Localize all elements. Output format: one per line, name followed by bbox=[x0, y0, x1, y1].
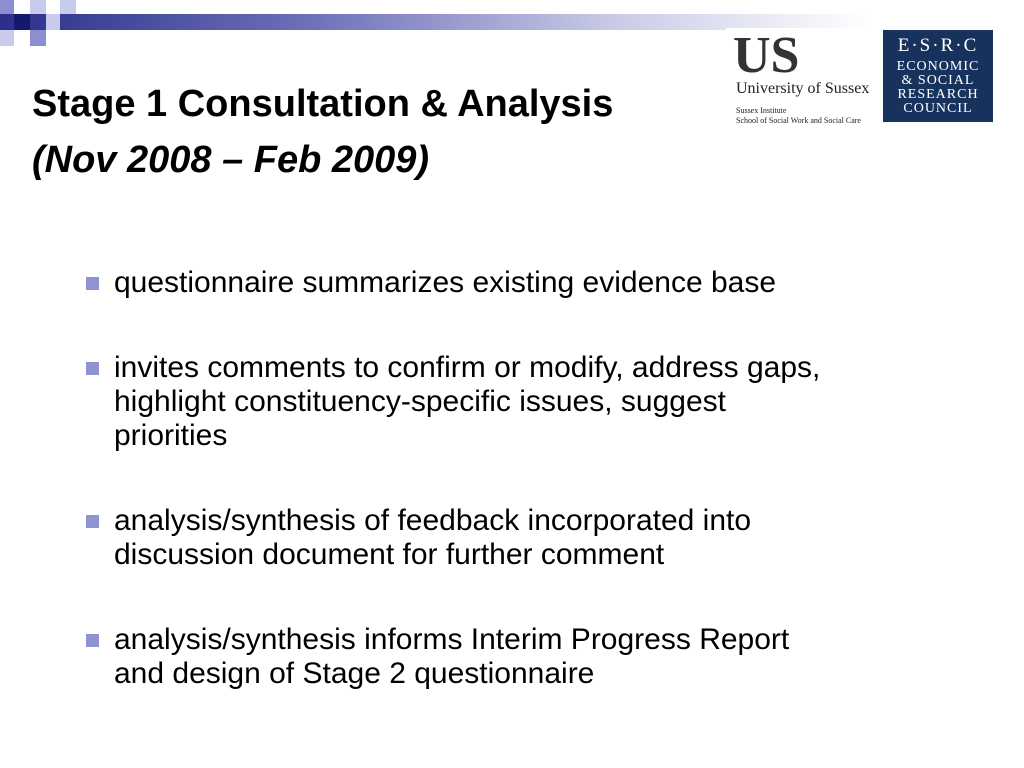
us-monogram-icon bbox=[733, 28, 813, 78]
decor-square bbox=[60, 0, 76, 14]
bullet-list bbox=[86, 266, 846, 691]
sussex-institute: Sussex Institute bbox=[736, 106, 787, 115]
list-item bbox=[86, 504, 846, 572]
esrc-line: ECONOMIC bbox=[896, 59, 980, 74]
decor-square bbox=[46, 14, 60, 30]
bullet-text: invites comments to confirm or modify, address gaps, highlight constituency-specific issues, suggest priorities bbox=[114, 351, 821, 452]
esrc-line: & SOCIAL bbox=[901, 73, 975, 88]
list-item bbox=[86, 623, 846, 691]
decor-square bbox=[14, 14, 30, 30]
esrc-acronym: E·S·R·C bbox=[897, 35, 979, 56]
list-item bbox=[86, 351, 846, 453]
sussex-school: School of Social Work and Social Care bbox=[736, 116, 861, 125]
svg-text:US: US bbox=[733, 28, 800, 78]
decor-square bbox=[0, 0, 14, 14]
bullet-text: questionnaire summarizes existing evidence base bbox=[114, 266, 777, 299]
university-of-sussex-logo bbox=[726, 28, 868, 132]
header-gradient-band bbox=[0, 14, 1024, 30]
square-bullet-icon bbox=[86, 634, 99, 647]
list-item bbox=[86, 266, 846, 300]
square-bullet-icon bbox=[86, 515, 99, 528]
decor-square bbox=[30, 30, 46, 46]
slide-title: Stage 1 Consultation & Analysis bbox=[32, 83, 614, 125]
square-bullet-icon bbox=[86, 362, 99, 375]
esrc-logo bbox=[883, 30, 993, 122]
esrc-line: RESEARCH bbox=[897, 87, 979, 102]
decor-square bbox=[30, 0, 46, 14]
bullet-text: analysis/synthesis informs Interim Progress Report and design of Stage 2 questionnaire bbox=[114, 623, 790, 690]
decor-square bbox=[0, 30, 14, 46]
square-bullet-icon bbox=[86, 277, 99, 290]
sussex-name: University of Sussex bbox=[736, 80, 870, 97]
bullet-text: analysis/synthesis of feedback incorporated into discussion document for further comment bbox=[114, 504, 752, 571]
slide-subtitle: (Nov 2008 – Feb 2009) bbox=[32, 139, 430, 181]
esrc-line: COUNCIL bbox=[903, 101, 973, 116]
